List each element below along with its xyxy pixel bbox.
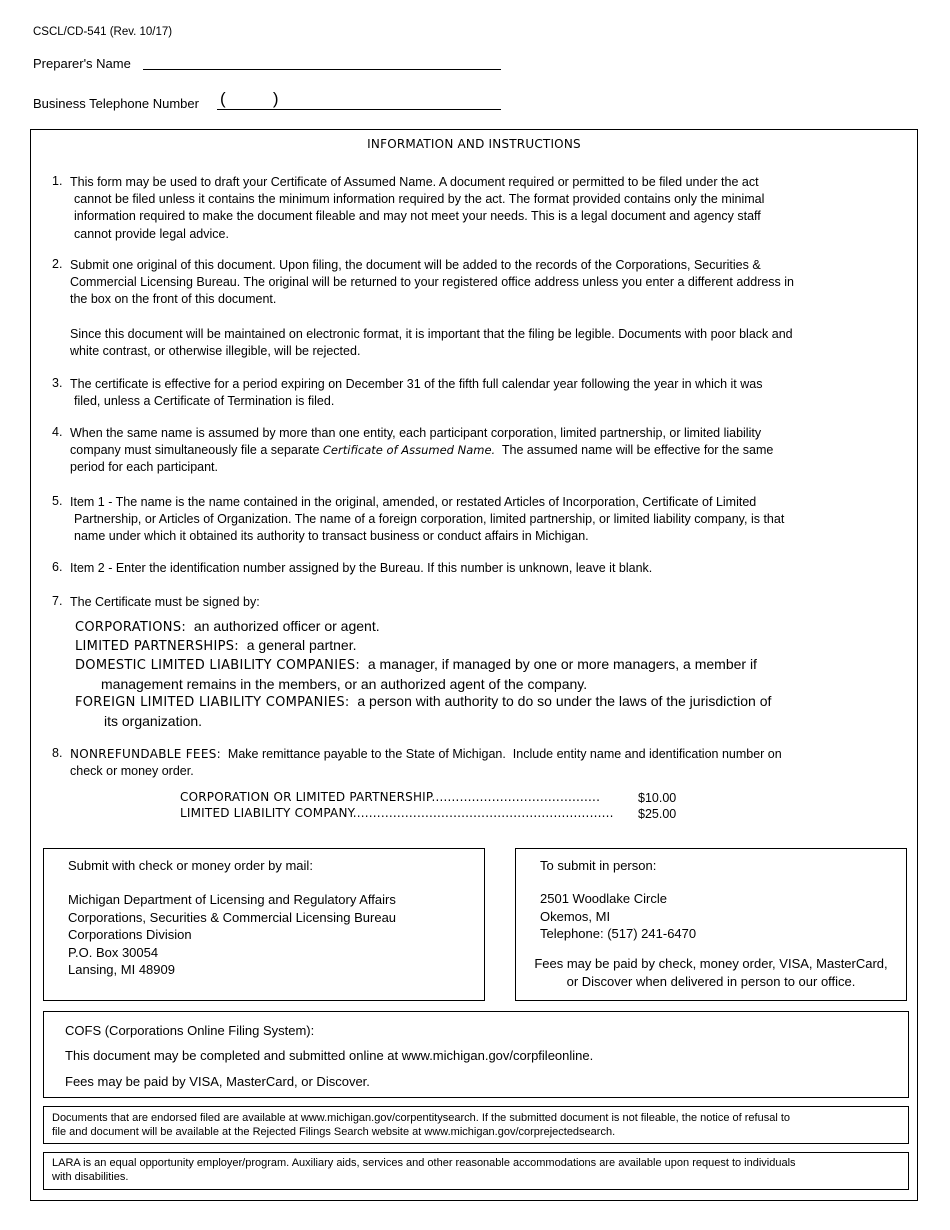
in-person-box-title: To submit in person: (540, 858, 657, 873)
item-5-number: 5. (52, 494, 63, 508)
preparer-name-field[interactable] (143, 68, 501, 70)
signer-limited-partnerships: LIMITED PARTNERSHIPS: a general partner. (75, 637, 357, 654)
cofs-fees-text: Fees may be paid by VISA, MasterCard, or Discover. (65, 1074, 370, 1089)
in-person-fees-note: Fees may be paid by check, money order, VISA, MasterCard, or Discover when delivered in person to our office. (534, 956, 888, 989)
item-1-number: 1. (52, 174, 63, 188)
endorsed-documents-text: Documents that are endorsed filed are available at www.michigan.gov/corpentitysearch. If the submitted document is not fileable, the notice of refusal to file and document will be available at the Rejected Filings Search website at www.michigan.gov/corprejectedsearch. (52, 1112, 791, 1138)
item-7-number: 7. (52, 594, 63, 608)
item-2-text: Submit one original of this document. Upon filing, the document will be added to the records of the Corporations, Securities & Commercial Licensing Bureau. The original will be returned to your registered office address unless you enter a different address in the box on the front of this document. (70, 258, 795, 307)
item-4-text: When the same name is assumed by more than one entity, each participant corporation, limited partnership, or limited liability company must simultaneously file a separate Certificate of Assumed Name. The assumed name will be effective for the same period for each participant. (70, 426, 774, 475)
lara-notice-text: LARA is an equal opportunity employer/program. Auxiliary aids, services and other reasonable accommodations are available upon request to individuals with disabilities. (52, 1157, 796, 1183)
cofs-title: COFS (Corporations Online Filing System): (65, 1023, 315, 1038)
fee-corporation-lp-label: CORPORATION OR LIMITED PARTNERSHIP.......................................... (180, 790, 601, 804)
item-5-text: Item 1 - The name is the name contained in the original, amended, or restated Articles of Incorporation, Certificate of Limited Partnership, or Articles of Organization. The name of a foreign corporation, limited partnership, or limited liability company, is that name under which it obtained its authority to transact business or conduct affairs in Michigan. (70, 495, 785, 544)
mail-address: Michigan Department of Licensing and Regulatory Affairs Corporations, Securities & Commercial Licensing Bureau Corporations Division P.O. Box 30054 Lansing, MI 48909 (68, 892, 397, 977)
fee-llc-amount: $25.00 (638, 807, 677, 821)
item-2-number: 2. (52, 257, 63, 271)
item-8-number: 8. (52, 746, 63, 760)
business-telephone-field[interactable] (217, 108, 501, 110)
item-3-text: The certificate is effective for a period expiring on December 31 of the fifth full calendar year following the year in which it was filed, unless a Certificate of Termination is filed. (70, 377, 763, 409)
fee-corporation-lp-amount: $10.00 (638, 791, 677, 805)
item-6-text: Item 2 - Enter the identification number assigned by the Bureau. If this number is unknown, leave it blank. (70, 561, 653, 575)
instructions-heading: INFORMATION AND INSTRUCTIONS (367, 137, 581, 151)
form-number: CSCL/CD-541 (Rev. 10/17) (33, 26, 173, 38)
preparer-name-label: Preparer's Name (33, 56, 131, 71)
item-1-text: This form may be used to draft your Certificate of Assumed Name. A document required or permitted to be filed under the act cannot be filed unless it contains the minimum information required by the act. The format provided contains only the minimal information required to make the document fileable and may not meet your needs. This is a legal document and agency staff cannot provide legal advice. (70, 175, 765, 241)
item-7-text: The Certificate must be signed by: (70, 595, 260, 609)
item-6-number: 6. (52, 560, 63, 574)
area-code-parens: ( ) (220, 89, 279, 108)
business-telephone-label: Business Telephone Number (33, 96, 199, 111)
signer-foreign-llc: FOREIGN LIMITED LIABILITY COMPANIES: a person with authority to do so under the laws of the jurisdiction of its organization. (75, 693, 772, 729)
item-8-text: NONREFUNDABLE FEES: Make remittance payable to the State of Michigan. Include entity name and identification number on check or money order. (70, 747, 782, 779)
in-person-address: 2501 Woodlake Circle Okemos, MI Telephone: (517) 241-6470 (540, 891, 697, 941)
fee-llc-label: LIMITED LIABILITY COMPANY................................................................. (180, 806, 614, 820)
item-4-number: 4. (52, 425, 63, 439)
mail-box-title: Submit with check or money order by mail: (68, 858, 313, 873)
signer-domestic-llc: DOMESTIC LIMITED LIABILITY COMPANIES: a manager, if managed by one or more managers, a member if management remains in the members, or an authorized agent of the company. (75, 656, 757, 692)
signer-corporations: CORPORATIONS: an authorized officer or agent. (75, 618, 380, 635)
item-3-number: 3. (52, 376, 63, 390)
item-2-legibility-text: Since this document will be maintained on electronic format, it is important that the filing be legible. Documents with poor black and white contrast, or otherwise illegible, will be rejected. (70, 327, 793, 359)
cofs-online-text: This document may be completed and submitted online at www.michigan.gov/corpfileonline. (65, 1048, 594, 1063)
